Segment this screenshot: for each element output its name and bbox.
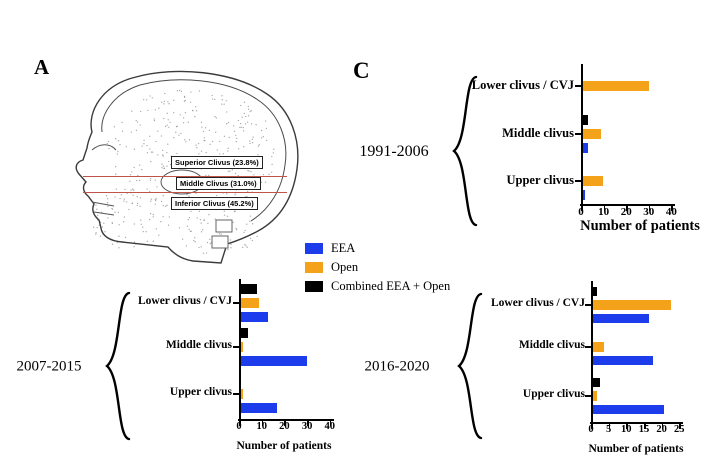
bar-combined-eea-open	[241, 328, 248, 338]
bar-open	[593, 342, 604, 352]
legend-label-combined: Combined EEA + Open	[331, 279, 451, 293]
x-tick-label: 30	[643, 206, 655, 218]
eye-socket-line	[92, 145, 116, 150]
legend-item-open	[305, 260, 358, 275]
category-label: Middle clivus	[518, 339, 585, 351]
x-tick-label: 10	[256, 421, 267, 432]
category-tick	[575, 133, 581, 135]
x-tick-label: 25	[674, 424, 685, 435]
panel-a-label: A	[34, 55, 50, 79]
category-label: Middle clivus	[502, 126, 574, 140]
bar-eea	[583, 190, 585, 200]
category-tick	[585, 346, 591, 348]
x-tick-label: 0	[588, 424, 594, 435]
x-axis-title: Number of patients	[580, 218, 700, 234]
category-tick	[233, 302, 239, 304]
bar-eea	[583, 143, 588, 153]
bar-eea	[593, 314, 649, 324]
brace-svg	[103, 291, 133, 441]
x-tick-label: 5	[606, 424, 612, 435]
combined-swatch	[305, 281, 323, 292]
bar-eea	[241, 312, 268, 322]
bar-open	[583, 81, 649, 91]
category-tick	[575, 180, 581, 182]
legend-item-combined	[305, 279, 450, 294]
x-tick-label: 15	[638, 424, 650, 435]
bar-open	[583, 129, 601, 139]
bar-eea	[593, 356, 653, 366]
bar-open	[241, 342, 243, 352]
x-tick-label: 0	[236, 421, 242, 432]
legend-label-open: Open	[331, 260, 359, 274]
panel-c-label: C	[353, 58, 370, 83]
superior-clivus-label: Superior Clivus (23.8%)	[171, 156, 263, 169]
x-tick-label: 40	[324, 421, 336, 432]
category-tick	[585, 304, 591, 306]
category-label: Lower clivus / CVJ	[490, 297, 585, 309]
x-tick-label: 20	[279, 421, 290, 432]
category-label: Upper clivus	[169, 386, 232, 398]
skull-illustration	[70, 70, 305, 270]
category-label: Lower clivus / CVJ	[471, 78, 574, 92]
category-label: Lower clivus / CVJ	[137, 295, 232, 307]
middle-clivus-label: Middle Clivus (31.0%)	[176, 177, 261, 190]
x-tick-label: 20	[620, 206, 632, 218]
group-brace	[450, 75, 480, 227]
eea-swatch	[305, 243, 323, 254]
legend-item-eea	[305, 241, 355, 256]
category-label: Middle clivus	[165, 339, 232, 351]
x-tick-label: 20	[656, 424, 667, 435]
x-tick-label: 10	[598, 206, 610, 218]
category-tick	[233, 346, 239, 348]
skull-svg	[70, 70, 305, 270]
x-tick-label: 40	[665, 206, 677, 218]
open-swatch	[305, 262, 323, 273]
inferior-clivus-label: Inferior Clivus (45.2%)	[171, 197, 258, 210]
legend-label-eea: EEA	[331, 241, 356, 255]
category-label: Upper clivus	[522, 388, 585, 400]
bar-open	[583, 176, 603, 186]
bar-open	[241, 389, 243, 399]
bar-combined-eea-open	[593, 378, 600, 388]
x-axis-title: Number of patients	[236, 440, 332, 452]
x-tick-label: 10	[621, 424, 632, 435]
category-label: Upper clivus	[506, 173, 574, 187]
period-label: 1991-2006	[359, 143, 429, 160]
x-tick-label: 30	[301, 421, 313, 432]
category-tick	[585, 395, 591, 397]
period-label: 2007-2015	[16, 358, 82, 375]
bar-eea	[241, 403, 277, 413]
bar-open	[593, 391, 597, 401]
category-tick	[575, 85, 581, 87]
brace-svg	[450, 75, 480, 227]
bar-combined-eea-open	[593, 287, 597, 297]
bar-combined-eea-open	[241, 284, 257, 294]
bar-eea	[593, 405, 664, 415]
bar-open	[593, 300, 671, 310]
group-brace	[103, 291, 133, 441]
bar-combined-eea-open	[583, 115, 588, 125]
period-label: 2016-2020	[364, 358, 430, 375]
clivus-divider-line-2	[83, 192, 287, 193]
x-axis-title: Number of patients	[588, 443, 684, 455]
group-brace	[455, 292, 485, 440]
bar-open	[241, 298, 259, 308]
category-tick	[233, 393, 239, 395]
bar-eea	[241, 356, 307, 366]
x-tick-label: 0	[578, 206, 584, 218]
mouth-lines	[92, 202, 114, 215]
brace-svg	[455, 292, 485, 440]
